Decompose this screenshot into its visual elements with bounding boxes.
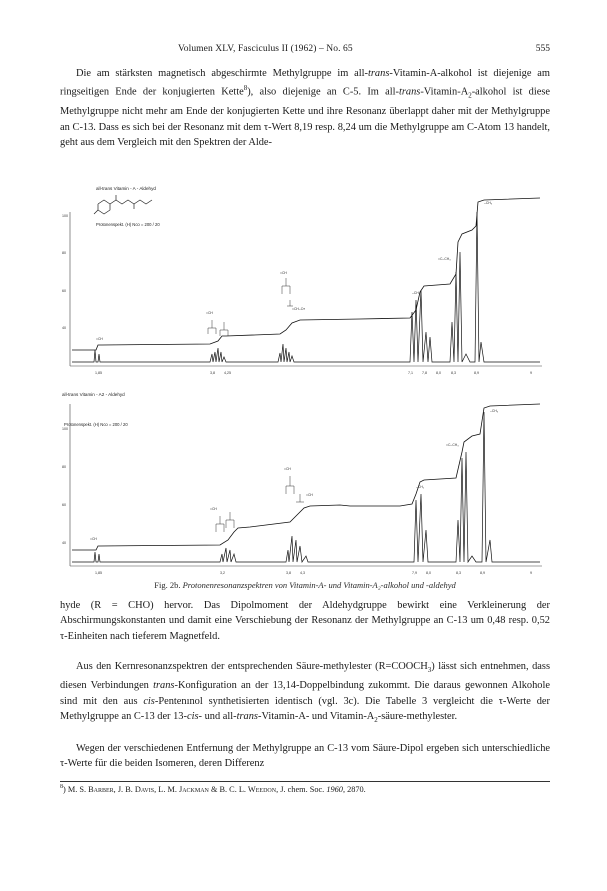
text-run: , J. chem. Soc. bbox=[276, 784, 327, 794]
group-label: =CH bbox=[206, 311, 213, 315]
nmr-spectrum-vitamin-a2-aldehyd bbox=[60, 390, 550, 580]
svg-text:100: 100 bbox=[62, 427, 68, 431]
spectrum-title: all-trans Vitamin - A2 - Aldehyd bbox=[62, 392, 125, 397]
axis-tick: 8,3 bbox=[456, 571, 461, 575]
axis-tick: 7,1 bbox=[408, 371, 413, 375]
text-run: , 2870. bbox=[342, 784, 366, 794]
axis-tick: 8,9 bbox=[474, 371, 479, 375]
svg-text:100: 100 bbox=[62, 214, 68, 218]
axis-tick: 7,9 bbox=[412, 571, 417, 575]
text-run: cis bbox=[186, 711, 199, 723]
axis-tick: 7,8 bbox=[422, 371, 427, 375]
group-label: =CH bbox=[284, 467, 291, 471]
svg-text:80: 80 bbox=[62, 251, 66, 255]
text-run: trans bbox=[236, 711, 258, 723]
integration-curve bbox=[72, 198, 540, 350]
spectrum-label: Protonenspekt. (H) Nco = 200 / 20 bbox=[64, 422, 128, 427]
svg-text:60: 60 bbox=[62, 503, 66, 507]
group-label: =CH bbox=[280, 271, 287, 275]
figure-caption bbox=[60, 580, 550, 590]
multiplet-sketches bbox=[208, 278, 293, 336]
axis-tick: 3,2 bbox=[220, 571, 225, 575]
integration-curve bbox=[72, 404, 540, 550]
text-run: trans bbox=[153, 680, 175, 692]
axis-tick: 8,9 bbox=[480, 571, 485, 575]
axis-tick: 4,3 bbox=[300, 571, 305, 575]
group-label: –CH₃ bbox=[490, 409, 499, 413]
running-header bbox=[60, 44, 550, 58]
text-run: cis bbox=[143, 695, 155, 707]
x-axis-ticks bbox=[95, 571, 532, 575]
page-number: 555 bbox=[535, 44, 550, 54]
text-run: Aus den Kernresonanzspektren der entsprechenden Säure-methylester (R=COOCH bbox=[76, 661, 428, 672]
group-label: –CH₂ bbox=[412, 291, 421, 295]
text-run: -Konfiguration an der 13,14-Doppelbindung zukommt. Die daraus gewonnen Alkohole sind mit den aus bbox=[60, 680, 550, 707]
group-labels bbox=[90, 409, 499, 541]
group-label: =C–CH₃ bbox=[438, 257, 451, 261]
axis-tick: 4,25 bbox=[224, 371, 231, 375]
footnote bbox=[60, 784, 550, 794]
paragraph-2 bbox=[60, 598, 550, 644]
footnote-mark: 8 bbox=[60, 784, 63, 790]
group-label: –CH₃ bbox=[484, 201, 493, 205]
subscript: 2 bbox=[468, 91, 472, 100]
group-label: =CH bbox=[96, 337, 103, 341]
group-label: =C–CH₃ bbox=[446, 443, 459, 447]
footnote-ref: 8 bbox=[243, 84, 248, 93]
text-run: trans bbox=[368, 68, 390, 79]
footnote-rule bbox=[60, 781, 550, 782]
svg-text:40: 40 bbox=[62, 326, 66, 330]
text-run: -Vitamin-A bbox=[420, 86, 469, 98]
axis-tick: 3,8 bbox=[210, 371, 215, 375]
text-run: Wegen der verschiedenen Entfernung der Methylgruppe an C-13 vom Säure-Dipol ergeben sich unterschiedliche τ-Werte für die beiden Isomeren, deren Differenz bbox=[60, 743, 550, 770]
text-run: -alkohol ist diese Methylgruppe nicht mehr am Ende der konjugierten Kette und ihre Resonanz überlappt daher mit der Methylgruppe an C-13. Dass es sich bei der Resonanz mit dem τ-Wert 8,19 resp. 8,24 um die Methylgruppe am C-Atom 13 handelt, geht aus dem Vergleich mit den Spektren der Alde- bbox=[60, 86, 550, 149]
text-run: -Vitamin-A-alkohol ist diejenige am ringseitigen Ende der konjugierten Kette bbox=[60, 68, 551, 98]
text-run: - und all- bbox=[198, 711, 237, 723]
axis-tick: 8,0 bbox=[436, 371, 441, 375]
svg-text:80: 80 bbox=[62, 465, 66, 469]
spectrum-trace bbox=[72, 412, 540, 562]
nmr-spectrum-vitamin-a-aldehyd bbox=[60, 182, 550, 382]
group-label: =CH bbox=[306, 493, 313, 497]
group-label: –CH₂ bbox=[416, 485, 425, 489]
axis-tick: 1,85 bbox=[95, 371, 102, 375]
group-label: =CH bbox=[210, 507, 217, 511]
axis-tick: 8,3 bbox=[451, 371, 456, 375]
x-axis-ticks bbox=[95, 371, 532, 375]
caption-text: Protonenresonanzspektren von Vitamin-A- und Vitamin-A₂-alkohol und -aldehyd bbox=[182, 580, 456, 590]
text-run: Die am stärksten magnetisch abgeschirmte Methylgruppe im all- bbox=[76, 68, 368, 79]
axis-tick: 3,8 bbox=[286, 571, 291, 575]
group-label: =CH–C≡ bbox=[292, 307, 306, 311]
paragraph-4 bbox=[60, 741, 550, 772]
text-run: -Pentenınol synthetisierten identisch (vgl. 3c). Die Tabelle 3 vergleicht die τ-Werte der Methylgruppe an C-13 der 13- bbox=[60, 695, 551, 723]
svg-text:60: 60 bbox=[62, 289, 66, 293]
spectrum-label: Protonenspekt. (H) Nco = 200 / 20 bbox=[96, 222, 160, 227]
text-run: -säure-methylester. bbox=[377, 711, 458, 723]
footnote-year: 1960 bbox=[326, 784, 343, 794]
subscript: 2 bbox=[374, 716, 378, 725]
structure-formula bbox=[94, 195, 152, 214]
caption-prefix: Fig. 2b. bbox=[154, 580, 183, 590]
group-label: =CH bbox=[90, 537, 97, 541]
spectrum-trace bbox=[72, 212, 540, 362]
y-axis-ticks bbox=[62, 214, 68, 330]
svg-text:40: 40 bbox=[62, 541, 66, 545]
paragraph-3 bbox=[60, 659, 550, 729]
axis-tick: 1,85 bbox=[95, 571, 102, 575]
multiplet-sketches bbox=[216, 476, 304, 532]
axis-tick: 9 bbox=[530, 371, 532, 375]
text-run: hyde (R = CHO) hervor. Das Dipolmoment der Aldehydgruppe bewirkt eine Verkleinerung der Abschirmungskonstanten und damit eine Verschiebung der Resonanz der Methylgruppe an C-13 um 0,48 resp. 0,52 τ-Einheiten nach tieferem Magnetfeld. bbox=[60, 600, 550, 642]
footnote-authors: M. S. Barber, J. B. Davis, L. M. Jackman & B. C. L. Weedon bbox=[67, 784, 277, 794]
axis-tick: 8,0 bbox=[426, 571, 431, 575]
subscript: 3 bbox=[427, 666, 432, 675]
axis-tick: 9 bbox=[530, 571, 532, 575]
text-run: ), also diejenige an C-5. Im all- bbox=[247, 86, 399, 98]
spectrum-title: all-trans Vitamin - A - Aldehyd bbox=[96, 186, 156, 191]
text-run: trans bbox=[398, 86, 421, 98]
text-run: ) lässt sich entnehmen, dass diesen Verbindungen bbox=[60, 661, 550, 692]
y-axis-ticks bbox=[62, 427, 68, 545]
journal-volume-info: Volumen XLV, Fasciculus II (1962) – No. 65 bbox=[178, 44, 353, 54]
paragraph-1 bbox=[60, 66, 550, 151]
text-run: ) bbox=[63, 784, 68, 794]
text-run: -Vitamin-A- und Vitamin-A bbox=[257, 711, 375, 723]
